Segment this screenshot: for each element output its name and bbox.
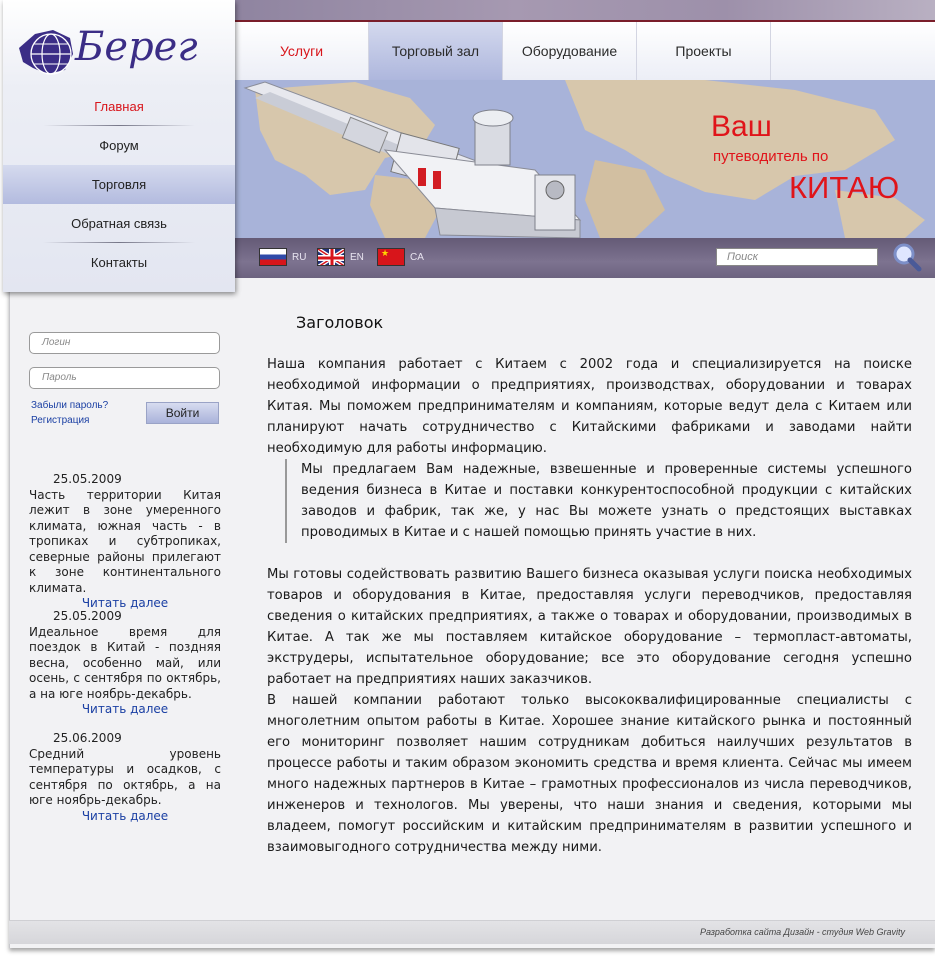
nav-item-projects[interactable]: Проекты [637, 22, 771, 80]
footer [9, 920, 935, 944]
read-more-link[interactable]: Читать далее [81, 596, 169, 610]
login-button[interactable]: Войти [146, 402, 219, 424]
menu-item-label: Главная [94, 99, 144, 114]
logo-text: Берег [75, 24, 198, 70]
news-text: Идеальное время для поездок в Китай - поздняя весна, особенно май, или осень, с сентября по октябрь, а на юге ноябрь-декабрь. [29, 624, 221, 701]
news-text: Часть территории Китая лежит в зоне умеренного климата, южная часть - в тропиках и субтропиках, северные районы прилегают к зоне континентального климата. [29, 487, 221, 595]
menu-item-forum[interactable] [3, 126, 235, 165]
left-nav-panel [3, 0, 235, 292]
menu-item-label: Форум [99, 138, 139, 153]
article-paragraph: В нашей компании работают только высококвалифицированные специалисты с многолетним опытом работы в Китае. Хорошее знание китайского рынка и постоянный его мониторинг позволяет нашим сотрудникам добиться наилучших результатов в процессе работы и таким образом экономить средства и время клиента. Сейчас мы имеем много надежных партнеров в Китае – грамотных профессионалов из числа переводчиков, инженеров и технологов. Мы уверены, что наши знания и сведения, которыми мы владеем, помогут российским и китайским предпринимателям в развитии успешного и взаимовыгодного сотрудничества между ними. [267, 693, 912, 855]
menu-item-feedback[interactable] [3, 204, 235, 243]
world-map-machine-illustration [235, 80, 935, 238]
nav-item-empty [771, 22, 935, 80]
login-links [31, 398, 108, 428]
left-menu [3, 87, 235, 282]
nav-item-equipment[interactable]: Оборудование [503, 22, 637, 80]
footer-credit[interactable]: Разработка сайта Дизайн - студия Web Gravity [699, 927, 905, 937]
news-date: 25.05.2009 [53, 472, 122, 486]
hero-image [235, 80, 935, 238]
nav-item-services[interactable]: Услуги [235, 22, 369, 80]
read-more-link[interactable]: Читать далее [81, 808, 169, 823]
menu-item-trade[interactable] [3, 165, 235, 204]
article-paragraph: Мы готовы содействовать развитию Вашего бизнеса оказывая услуги поиска необходимых товаров и оборудования в Китае, предоставляя услуги переводчиков, предоставляя сведения о китайских предприятиях, а также о товарах и оборудовании, производимых в Китае. А так же мы поставляем китайское оборудование – термопласт-автоматы, экструдеры, испытательное оборудование; все это оборудование сегодня успешно работает на предприятиях наших заказчиков. [267, 567, 912, 687]
search-input[interactable]: Поиск [716, 248, 878, 266]
register-link[interactable]: Регистрация [31, 415, 90, 426]
article-quote: Мы предлагаем Вам надежные, взвешенные и проверенные системы успешного ведения бизнеса в Китае и поставки конкурентоспособной продукции с китайских заводов и фабрик, так же, у нас Вы можете узнать о предстоящих выставках проводимых в Китае и с нашей помощью принять участие в них. [285, 459, 912, 543]
uk-flag-icon [317, 248, 345, 266]
slogan-line-1: Ваш [711, 110, 772, 143]
news-item [29, 609, 221, 718]
lang-ca[interactable] [377, 248, 424, 266]
news-text: Средний уровень температуры и осадков, с сентября по октябрь, а на юге ноябрь-декабрь. [29, 746, 221, 807]
header-banner [235, 0, 935, 278]
read-more-link[interactable]: Читать далее [81, 702, 169, 716]
article-paragraph: Наша компания работает с Китаем с 2002 года и специализируется на поиске необходимой информации о предприятиях, производствах, оборудовании и товарах Китая. Мы поможем предпринимателям и компаниям, которые ведут дела с Китаем или планируют начать сотрудничество с Китайскими фабриками и заводами найти необходимую для работы информацию. [267, 357, 912, 456]
china-flag-icon: ★ [377, 248, 405, 266]
forgot-password-link[interactable]: Забыли пароль? [31, 400, 109, 411]
lang-en[interactable] [317, 248, 364, 266]
menu-item-contacts[interactable] [3, 243, 235, 282]
map-strip [235, 0, 935, 22]
top-nav [235, 22, 935, 80]
logo[interactable] [15, 18, 215, 88]
lang-code-ru: RU [292, 251, 307, 263]
lang-code-ca: CA [410, 251, 424, 263]
news-date: 25.05.2009 [53, 609, 122, 623]
page-title: Заголовок [296, 313, 384, 332]
menu-item-label: Обратная связь [71, 216, 167, 231]
search-icon[interactable] [892, 242, 922, 272]
news-item [29, 731, 221, 824]
login-input[interactable]: Логин [29, 332, 220, 354]
lang-code-en: EN [350, 251, 364, 263]
slogan-line-3: КИТАЮ [789, 170, 900, 205]
language-bar [235, 238, 935, 278]
news-item [29, 472, 221, 612]
news-date: 25.06.2009 [53, 731, 122, 745]
menu-item-home[interactable] [3, 87, 235, 126]
slogan-line-2: путеводитель по [713, 148, 829, 165]
lang-ru[interactable] [259, 248, 306, 266]
password-input[interactable]: Пароль [29, 367, 220, 389]
nav-item-trading-hall[interactable]: Торговый зал [369, 22, 503, 80]
russia-flag-icon [259, 248, 287, 266]
menu-item-label: Торговля [91, 177, 147, 192]
menu-item-label: Контакты [90, 255, 148, 270]
